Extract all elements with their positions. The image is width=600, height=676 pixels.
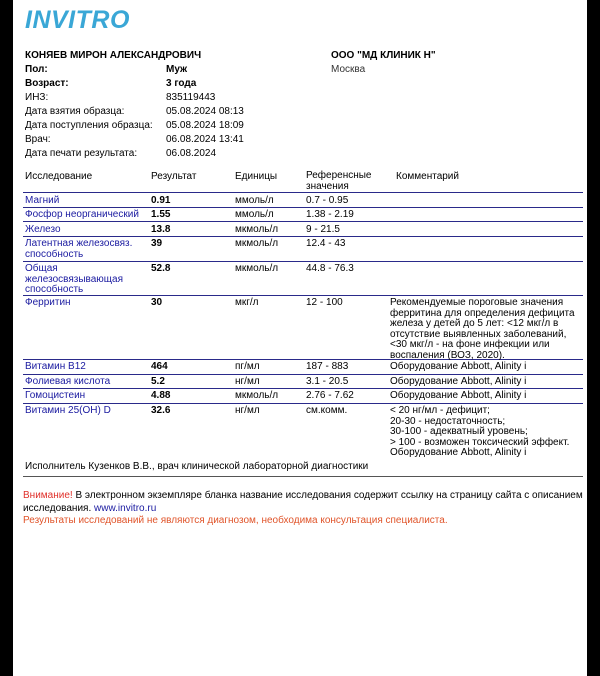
field-value: 06.08.2024 13:41 — [166, 134, 244, 145]
col-header-units: Единицы — [235, 171, 278, 182]
units-value: пг/мл — [235, 361, 260, 372]
row-divider — [23, 207, 583, 208]
reference-range: 12.4 - 43 — [306, 238, 346, 249]
reference-range: 3.1 - 20.5 — [306, 376, 349, 387]
comment-text: Рекомендуемые пороговые значения ферритина для определения дефицита железа у детей до 5 лет: <12 мкг/л в отсутствие выявленных заболеваний, <30 мкг/л - на фоне инфекции или воспаления (ВОЗ, 2020). — [390, 297, 575, 361]
comment-text: Оборудование Abbott, Alinity i — [390, 376, 527, 387]
field-value: 05.08.2024 18:09 — [166, 120, 244, 131]
col-header-comment: Комментарий — [396, 171, 459, 182]
row-divider — [23, 221, 583, 222]
lab-report-page — [13, 0, 587, 676]
disclaimer-text: Результаты исследований не являются диагнозом, необходима консультация специалиста. — [23, 515, 448, 526]
test-name-link[interactable]: Железо — [25, 224, 61, 235]
units-value: мкмоль/л — [235, 238, 279, 249]
field-value: Муж — [166, 64, 188, 75]
field-value: 06.08.2024 — [166, 148, 217, 159]
field-label: ИНЗ: — [25, 92, 49, 103]
result-value: 5.2 — [151, 376, 165, 387]
test-name-link[interactable]: Ферритин — [25, 297, 71, 308]
result-value: 0.91 — [151, 195, 171, 206]
row-divider — [23, 374, 583, 375]
row-divider — [23, 236, 583, 237]
reference-range: 0.7 - 0.95 — [306, 195, 349, 206]
units-value: мкмоль/л — [235, 390, 279, 401]
invitro-link[interactable]: www.invitro.ru — [94, 502, 157, 514]
field-label: Дата взятия образца: — [25, 106, 125, 117]
invitro-logo: INVITRO — [25, 6, 130, 34]
result-value: 32.6 — [151, 405, 171, 416]
units-value: мкмоль/л — [235, 263, 279, 274]
comment-text: Оборудование Abbott, Alinity i — [390, 361, 527, 372]
clinic-city: Москва — [331, 64, 366, 75]
result-value: 13.8 — [151, 224, 171, 235]
result-value: 464 — [151, 361, 168, 372]
row-divider — [23, 192, 583, 193]
field-value: 3 года — [166, 78, 197, 89]
test-name-link[interactable]: Общая железосвязывающая способность — [25, 263, 123, 295]
result-value: 52.8 — [151, 263, 171, 274]
comment-text: Оборудование Abbott, Alinity i — [390, 390, 527, 401]
field-value: 05.08.2024 08:13 — [166, 106, 244, 117]
units-value: ммоль/л — [235, 209, 274, 220]
reference-range: 9 - 21.5 — [306, 224, 340, 235]
units-value: ммоль/л — [235, 195, 274, 206]
col-header-ref: Референсные значения — [306, 170, 372, 192]
divider — [23, 476, 583, 477]
comment-text: < 20 нг/мл - дефицит; 20-30 - недостаточность; 30-100 - адекватный уровень; > 100 - возможен токсический эффект. Оборудование Abbott, Alinity i — [390, 405, 570, 458]
field-label: Пол: — [25, 64, 48, 75]
test-name-link[interactable]: Витамин 25(OH) D — [25, 405, 111, 416]
result-value: 39 — [151, 238, 163, 249]
reference-range: 187 - 883 — [306, 361, 349, 372]
units-value: нг/мл — [235, 405, 260, 416]
performer: Исполнитель Кузенков В.В., врач клинической лабораторной диагностики — [25, 461, 369, 472]
col-header-test: Исследование — [25, 171, 93, 182]
row-divider — [23, 261, 583, 262]
reference-range: 44.8 - 76.3 — [306, 263, 354, 274]
units-value: нг/мл — [235, 376, 260, 387]
notice-text: В электронном экземпляре бланка название исследования содержит ссылку на страницу сайта с описанием исследования. — [23, 490, 583, 514]
test-name-link[interactable]: Витамин B12 — [25, 361, 86, 372]
field-label: Врач: — [25, 134, 51, 145]
result-value: 1.55 — [151, 209, 171, 220]
result-value: 30 — [151, 297, 163, 308]
test-name-link[interactable]: Магний — [25, 195, 60, 206]
reference-range: см.комм. — [306, 405, 348, 416]
test-name-link[interactable]: Латентная железосвяз. способность — [25, 238, 133, 260]
patient-name: КОНЯЕВ МИРОН АЛЕКСАНДРОВИЧ — [25, 50, 202, 61]
test-name-link[interactable]: Фолиевая кислота — [25, 376, 111, 387]
reference-range: 1.38 - 2.19 — [306, 209, 354, 220]
units-value: мкг/л — [235, 297, 259, 308]
field-label: Дата печати результата: — [25, 148, 138, 159]
field-label: Возраст: — [25, 78, 69, 89]
units-value: мкмоль/л — [235, 224, 279, 235]
reference-range: 2.76 - 7.62 — [306, 390, 354, 401]
reference-range: 12 - 100 — [306, 297, 343, 308]
field-label: Дата поступления образца: — [25, 120, 153, 131]
col-header-result: Результат — [151, 171, 197, 182]
row-divider — [23, 388, 583, 389]
result-value: 4.88 — [151, 390, 171, 401]
row-divider — [23, 403, 583, 404]
field-value: 835119443 — [166, 92, 216, 103]
attention-label: Внимание! — [23, 490, 73, 501]
clinic-name: ООО "МД КЛИНИК Н" — [331, 50, 436, 61]
test-name-link[interactable]: Гомоцистеин — [25, 390, 86, 401]
test-name-link[interactable]: Фосфор неорганический — [25, 209, 139, 220]
notice-block — [23, 490, 583, 528]
